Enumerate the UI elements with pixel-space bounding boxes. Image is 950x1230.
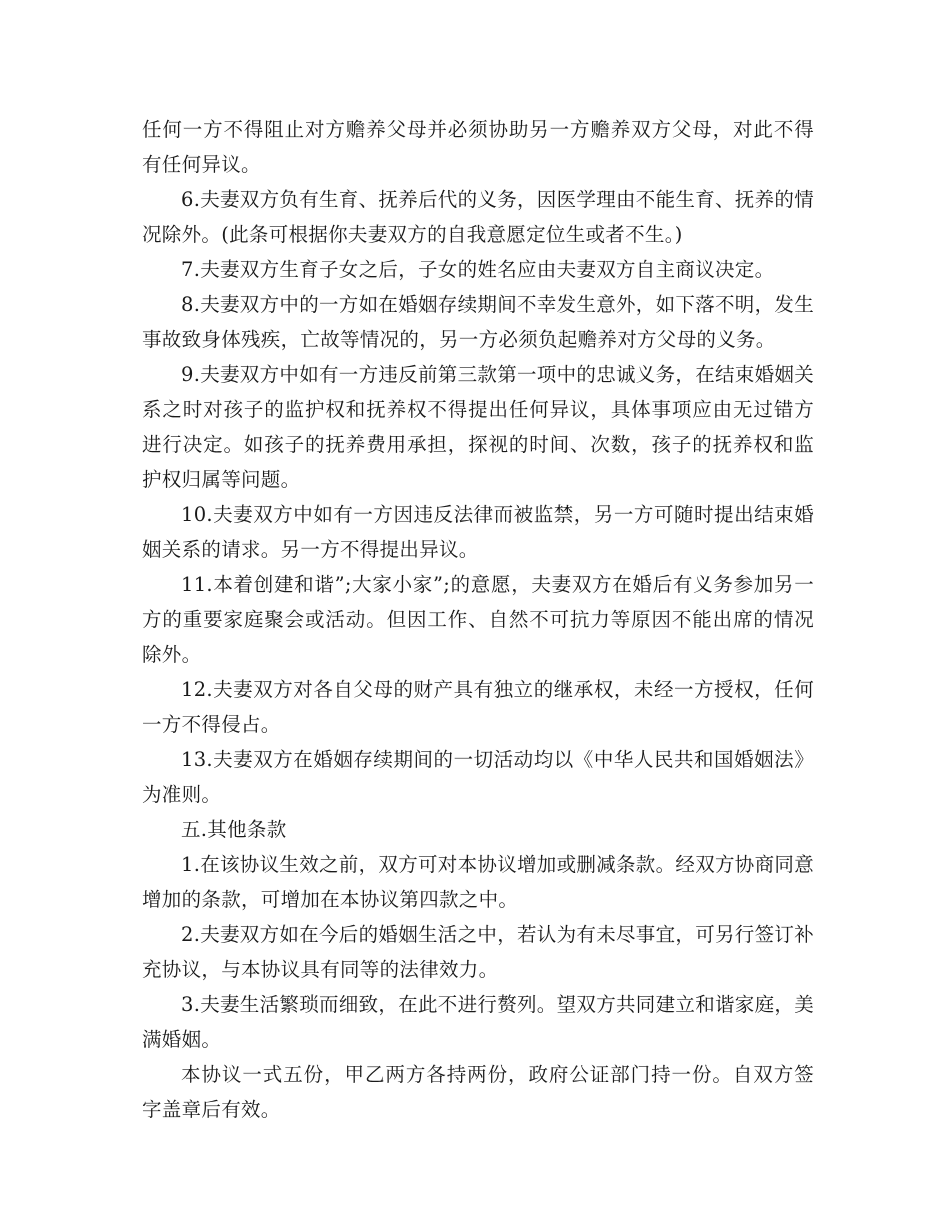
other-clause-3: 3.夫妻生活繁琐而细致，在此不进行赘列。望双方共同建立和谐家庭，美满婚姻。 — [142, 993, 815, 1051]
other-clause-1: 1.在该协议生效之前，双方可对本协议增加或删减条款。经双方协商同意增加的条款，可增加在本协议第四款之中。 — [142, 853, 815, 911]
clause-8: 8.夫妻双方中的一方如在婚姻存续期间不幸发生意外，如下落不明，发生事故致身体残疾，亡故等情况的，另一方必须负起赡养对方父母的义务。 — [142, 293, 815, 351]
closing-statement: 本协议一式五份，甲乙两方各持两份，政府公证部门持一份。自双方签字盖章后有效。 — [142, 1063, 814, 1121]
section-heading-other-terms: 五.其他条款 — [181, 818, 287, 841]
clause-7: 7.夫妻双方生育子女之后，子女的姓名应由夫妻双方自主商议决定。 — [181, 258, 775, 281]
clause-11: 11.本着创建和谐”;大家小家”;的意愿，夫妻双方在婚后有义务参加另一方的重要家庭聚会或活动。但因工作、自然不可抗力等原因不能出席的情况除外。 — [142, 573, 814, 666]
clause-13: 13.夫妻双方在婚姻存续期间的一切活动均以《中华人民共和国婚姻法》为准则。 — [142, 748, 814, 806]
clause-12: 12.夫妻双方对各自父母的财产具有独立的继承权，未经一方授权，任何一方不得侵占。 — [142, 678, 814, 736]
document-body — [142, 112, 814, 1127]
clause-10: 10.夫妻双方中如有一方因违反法律而被监禁，另一方可随时提出结束婚姻关系的请求。另一方不得提出异议。 — [142, 503, 814, 561]
clause-9: 9.夫妻双方中如有一方违反前第三款第一项中的忠诚义务，在结束婚姻关系之时对孩子的监护权和抚养权不得提出任何异议，具体事项应由无过错方进行决定。如孩子的抚养费用承担，探视的时间、次数，孩子的抚养权和监护权归属等问题。 — [142, 363, 815, 491]
clause-6: 6.夫妻双方负有生育、抚养后代的义务，因医学理由不能生育、抚养的情况除外。(此条可根据你夫妻双方的自我意愿定位生或者不生。) — [142, 188, 815, 246]
other-clause-2: 2.夫妻双方如在今后的婚姻生活之中，若认为有未尽事宜，可另行签订补充协议，与本协议具有同等的法律效力。 — [142, 923, 815, 981]
paragraph-continuation: 任何一方不得阻止对方赡养父母并必须协助另一方赡养双方父母，对此不得有任何异议。 — [142, 118, 814, 176]
